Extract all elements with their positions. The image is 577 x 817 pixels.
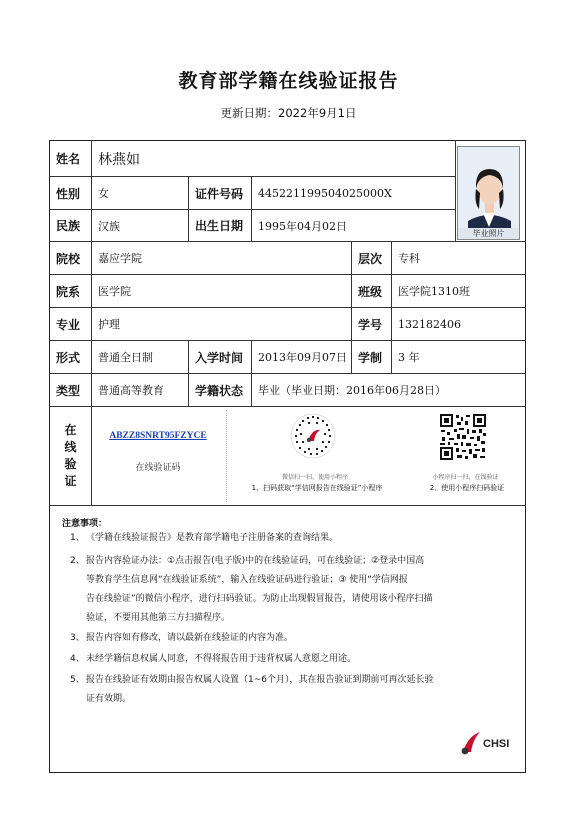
level-value: 专科	[398, 252, 420, 265]
portrait-image	[458, 147, 520, 240]
type-label: 类型	[56, 383, 81, 398]
qr-code-icon[interactable]	[439, 413, 487, 461]
mini-program-qr-icon[interactable]	[290, 413, 336, 459]
form-value: 普通全日制	[98, 351, 153, 364]
form-label: 形式	[56, 350, 81, 365]
school-label: 院校	[56, 251, 81, 266]
note-text: 报告内容验证办法：①点击报告(电子版)中的在线验证码，可在线验证；②登录中国高	[86, 556, 425, 566]
note-line	[70, 671, 490, 690]
gender-value: 女	[98, 187, 109, 200]
birth-value: 1995年04月02日	[258, 219, 347, 233]
note-line	[70, 609, 490, 628]
update-date: 更新日期：2022年9月1日	[220, 106, 357, 120]
note-text: 验证，不要用其他第三方扫描程序。	[86, 613, 231, 623]
notes-title: 注意事项：	[62, 519, 108, 529]
mini-program-hint: 微信扫一扫，使用小程序	[281, 474, 348, 481]
birth-label: 出生日期	[195, 219, 244, 233]
note-text: 报告在线验证有效期由报告权属人设置（1~6个月），其在报告验证到期前可再次延长验	[86, 675, 434, 685]
col-divider	[188, 340, 189, 406]
online-verify-label	[50, 407, 91, 505]
ethnicity-label: 民族	[56, 219, 81, 233]
graduation-photo	[457, 146, 520, 240]
dept-label: 院系	[56, 284, 81, 299]
chsi-logo-text: CHSI	[483, 738, 510, 750]
note-number: 5、	[70, 675, 85, 685]
entry-value: 2013年09月07日	[258, 351, 347, 364]
status-value: 毕业（毕业日期：2016年06月28日）	[258, 384, 446, 397]
note-text: 报告内容如有修改，请以最新在线验证的内容为准。	[86, 633, 294, 643]
note-line	[70, 650, 490, 669]
id-value: 445221199504025000X	[258, 186, 392, 200]
verify-label-char: 线	[64, 440, 77, 454]
note-line	[70, 529, 490, 548]
qr-scan-hint: 小程序扫一扫，在线验证	[432, 474, 499, 481]
ethnicity-value: 汉族	[98, 219, 120, 233]
note-line	[70, 571, 490, 590]
verify-label-char: 验	[64, 457, 77, 471]
level-label: 层次	[358, 251, 383, 266]
gender-label: 性别	[56, 186, 81, 201]
verify-label-char: 证	[64, 474, 77, 488]
name-value: 林燕如	[98, 151, 140, 168]
status-label: 学籍状态	[195, 383, 244, 398]
verification-code-caption: 在线验证码	[135, 463, 181, 473]
note-text: 证有效期。	[86, 694, 132, 704]
id-label: 证件号码	[195, 186, 244, 201]
verification-code-link[interactable]: ABZZ8SNRT95FZYCE	[109, 431, 207, 441]
student-no-value: 132182406	[398, 317, 461, 331]
major-label: 专业	[56, 317, 81, 332]
col-divider	[351, 241, 352, 373]
qr-scan-step: 2、使用小程序扫码验证	[429, 484, 505, 492]
row-divider	[49, 505, 526, 506]
class-label: 班级	[358, 284, 383, 299]
note-line	[70, 590, 490, 609]
name-label: 姓名	[56, 152, 81, 166]
duration-label: 学制	[358, 350, 383, 365]
note-text: 告在线验证”的微信小程序，进行扫码验证。为防止出现假冒报告，请使用该小程序扫描	[86, 594, 433, 604]
col-divider	[188, 176, 189, 241]
report-title: 教育部学籍在线验证报告	[178, 70, 399, 92]
note-line	[70, 629, 490, 648]
student-no-label: 学号	[358, 317, 383, 332]
class-value: 医学院1310班	[398, 285, 470, 298]
row-divider	[49, 406, 526, 407]
note-number: 3、	[70, 633, 85, 643]
note-text: 《学籍在线验证报告》是教育部学籍电子注册备案的查询结果。	[86, 533, 339, 543]
note-text: 等教育学生信息网“在线验证系统”，输入在线验证码进行验证；③ 使用“学信网报	[86, 575, 408, 585]
note-text: 未经学籍信息权属人同意，不得将报告用于违背权属人意愿之用途。	[86, 654, 357, 664]
entry-label: 入学时间	[195, 350, 244, 365]
verify-label-char: 在	[64, 423, 77, 437]
type-value: 普通高等教育	[98, 384, 164, 397]
note-number: 4、	[70, 654, 85, 664]
note-number: 2、	[70, 556, 85, 566]
school-value: 嘉应学院	[98, 252, 142, 265]
note-line	[70, 552, 490, 571]
verify-divider	[226, 410, 227, 502]
duration-value: 3 年	[398, 351, 420, 364]
mini-program-step: 1、扫码获取“学信网报告在线验证”小程序	[251, 484, 383, 492]
dept-value: 医学院	[98, 285, 131, 298]
note-line	[70, 690, 490, 709]
photo-caption: 毕业照片	[458, 228, 519, 239]
col-divider	[455, 140, 456, 241]
note-number: 1、	[70, 533, 85, 543]
major-value: 护理	[98, 318, 120, 331]
